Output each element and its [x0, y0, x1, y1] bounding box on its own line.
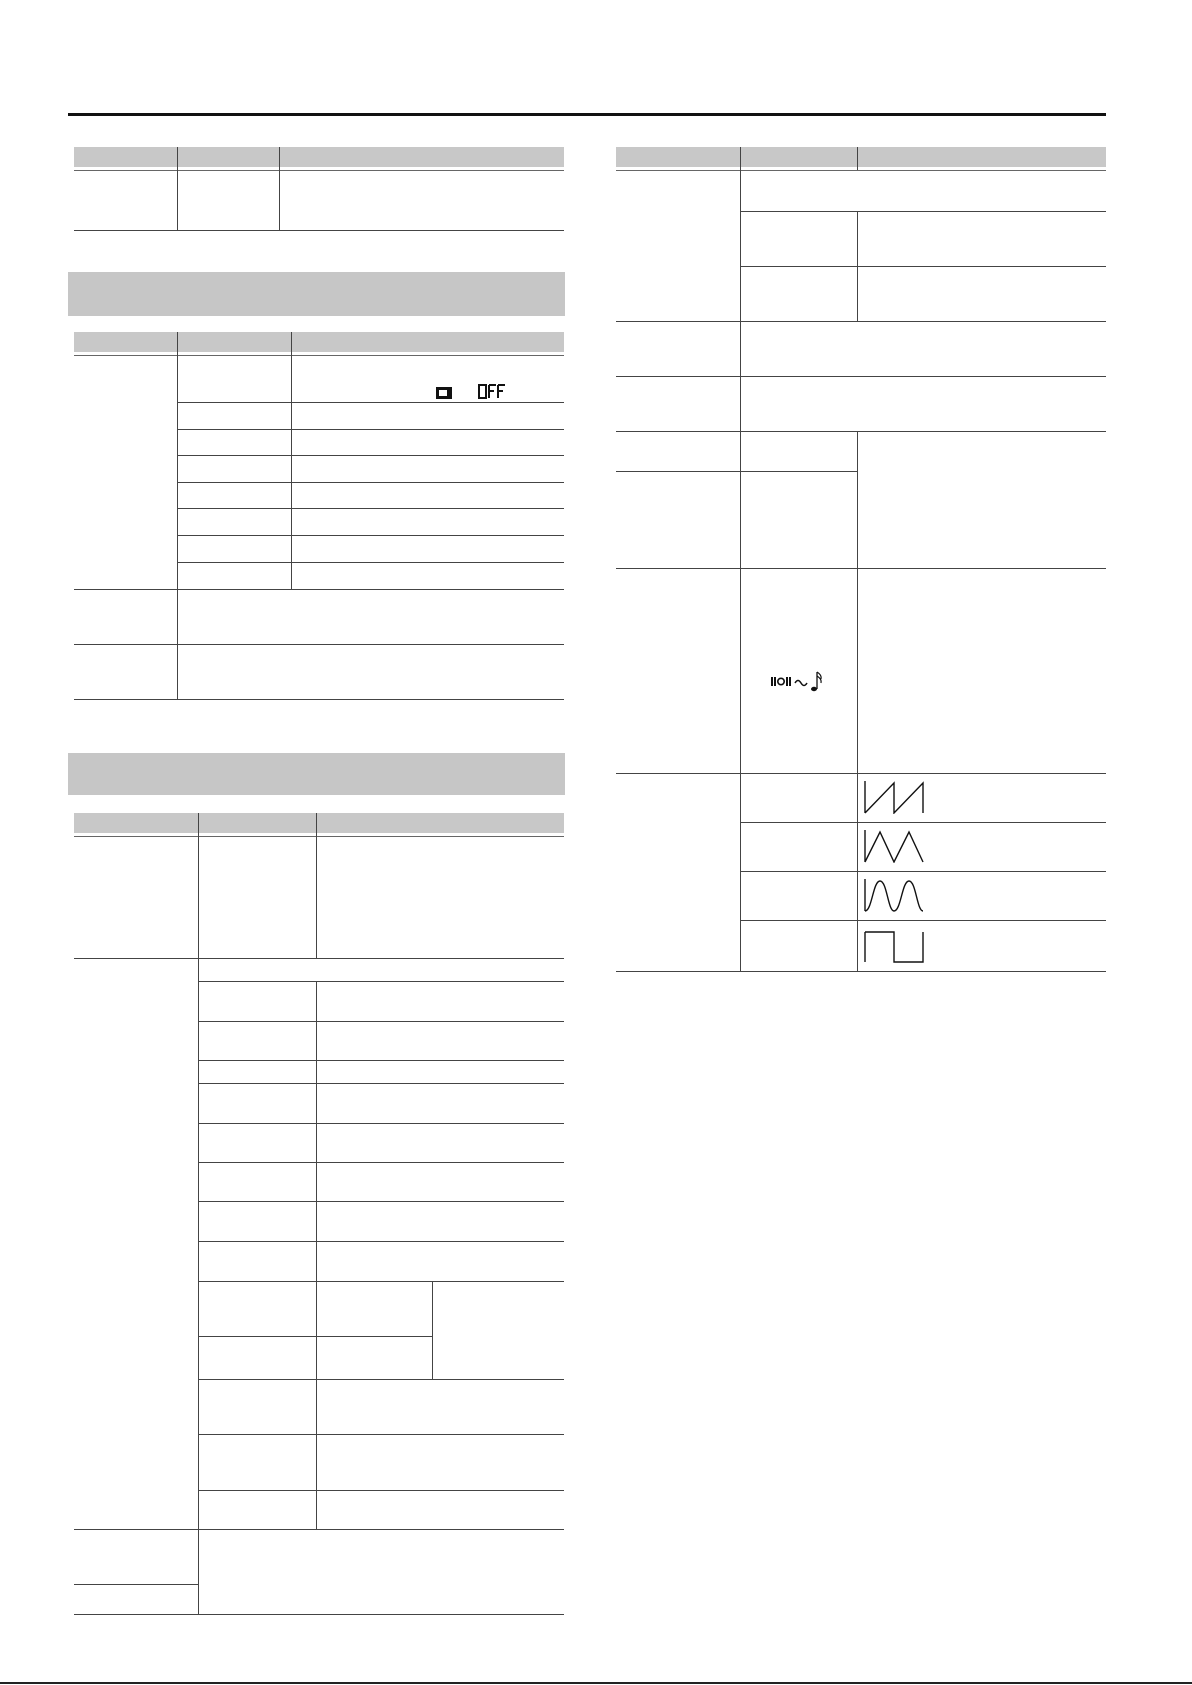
table-3-row-rule: [198, 1490, 564, 1491]
table-3-row-rule: [198, 1162, 564, 1163]
table-4-header-rule: [616, 170, 1106, 171]
table-3-row-rule: [74, 1529, 564, 1530]
table-4-row-rule: [616, 773, 1106, 774]
table-2-row-rule: [177, 402, 564, 403]
table-3-row-rule: [198, 1434, 564, 1435]
table-3-row-rule: [74, 1584, 198, 1585]
table-4-col-divider: [857, 147, 858, 170]
table-2-row-rule: [177, 562, 564, 563]
table-3-row-rule: [198, 1083, 564, 1084]
table-1-col-divider: [177, 147, 178, 230]
table-3-row-rule: [198, 1201, 564, 1202]
table-4-row-rule: [740, 211, 1106, 212]
table-3-row-rule: [198, 1281, 564, 1282]
triangle-wave-icon: [864, 829, 926, 863]
table-3-row-rule: [198, 1379, 564, 1380]
table-2-row-rule: [74, 699, 564, 700]
table-3-col-divider: [316, 981, 317, 1529]
table-4-row-rule: [616, 471, 857, 472]
table-3-row-rule: [74, 1614, 564, 1615]
table-4-row-rule: [740, 920, 1106, 921]
table-3-header: [74, 813, 564, 833]
table-2-header: [74, 332, 564, 352]
table-4-row-rule: [740, 266, 1106, 267]
table-3-row-rule: [198, 1060, 564, 1061]
table-4-row-rule: [616, 431, 1106, 432]
table-2-row-rule: [177, 429, 564, 430]
table-2-col-divider: [291, 332, 292, 589]
table-2-row-rule: [74, 589, 564, 590]
table-4-row-rule: [740, 822, 1106, 823]
table-1-row-rule: [74, 230, 564, 231]
table-3-header-rule: [74, 836, 564, 837]
table-3-row-rule: [198, 1123, 564, 1124]
table-3-col-divider: [316, 813, 317, 958]
off-display-glyph: [478, 384, 506, 403]
table-2-row-rule: [177, 535, 564, 536]
table-1-header-rule: [74, 170, 564, 171]
table-4-row-rule: [740, 871, 1106, 872]
table-4-row-rule: [616, 568, 1106, 569]
square-wave-icon: [864, 929, 926, 963]
memory-slot-icon: [435, 386, 453, 400]
table-2-row-rule: [74, 644, 564, 645]
section-heading-band: [68, 753, 565, 795]
table-3-row-rule: [198, 1241, 564, 1242]
table-1-col-divider: [279, 147, 280, 230]
note-range-symbol-icon: [770, 669, 826, 693]
sine-wave-icon: [864, 878, 926, 912]
table-3-row-rule: [198, 981, 564, 982]
table-2-row-rule: [177, 482, 564, 483]
table-3-col-divider: [198, 813, 199, 1614]
table-4-header: [616, 147, 1106, 167]
table-4-row-rule: [616, 971, 1106, 972]
table-1-header: [74, 147, 564, 167]
table-4-row-rule: [616, 321, 1106, 322]
table-3-row-rule: [74, 958, 564, 959]
table-4-row-rule: [616, 376, 1106, 377]
table-3-row-rule: [198, 1336, 432, 1337]
section-heading-band: [68, 272, 565, 316]
table-3-col-divider: [432, 1281, 433, 1380]
table-3-row-rule: [198, 1021, 564, 1022]
table-2-header-rule: [74, 355, 564, 356]
bottom-rule: [0, 1682, 1192, 1684]
table-4-col-divider: [857, 431, 858, 971]
top-rule: [68, 113, 1106, 116]
table-2-row-rule: [177, 508, 564, 509]
sawtooth-wave-icon: [864, 780, 926, 814]
table-2-row-rule: [177, 455, 564, 456]
table-4-col-divider: [740, 147, 741, 971]
